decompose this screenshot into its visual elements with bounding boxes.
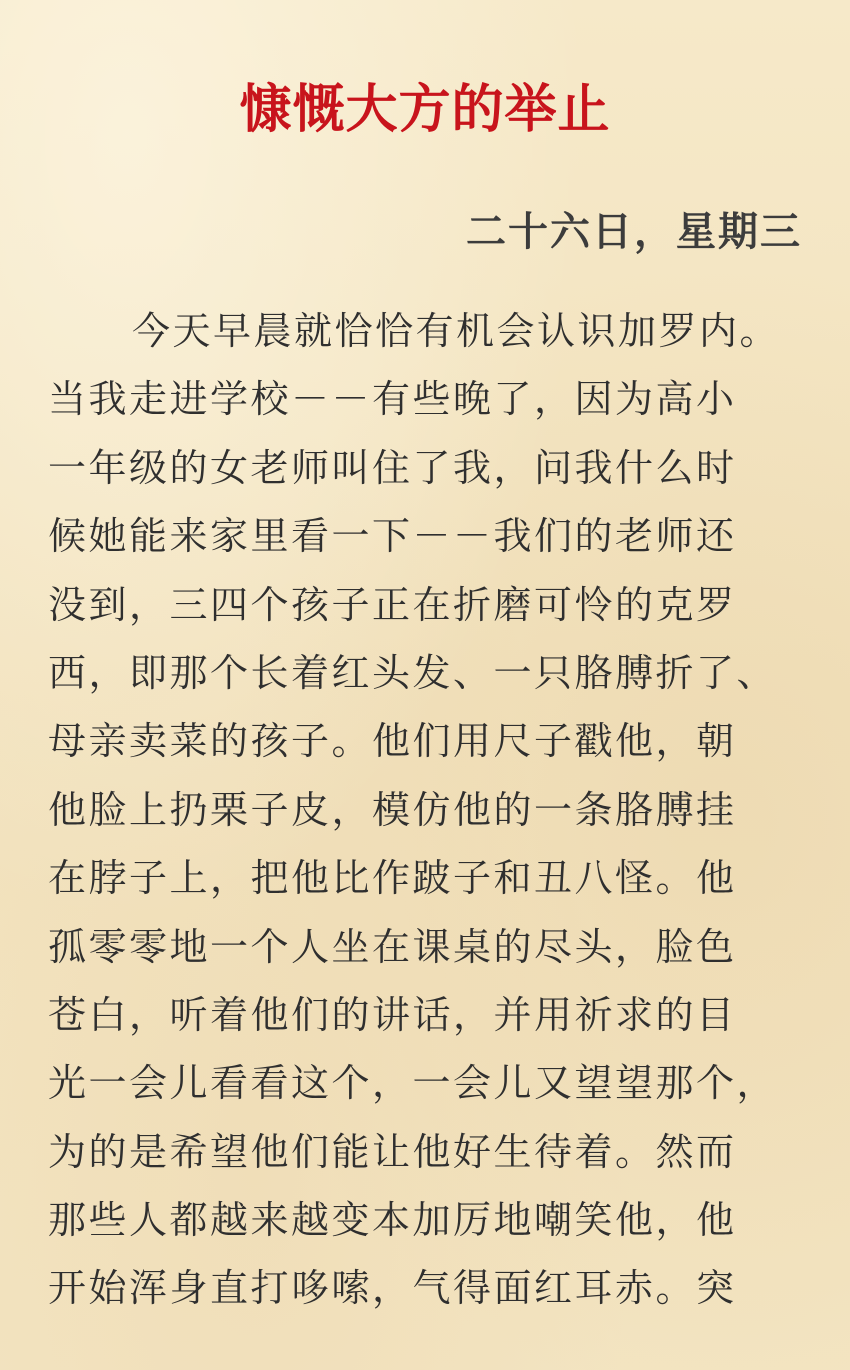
text-line: 候她能来家里看一下－－我们的老师还 <box>48 514 737 559</box>
text-line: 那些人都越来越变本加厉地嘲笑他，他 <box>48 1198 737 1243</box>
text-line: 为的是希望他们能让他好生待着。然而 <box>48 1129 737 1174</box>
text-line: 孤零零地一个人坐在课桌的尽头，脸色 <box>48 924 737 969</box>
text-line: 一年级的女老师叫住了我，问我什么时 <box>48 445 737 490</box>
text-line: 当我走进学校－－有些晚了，因为高小 <box>48 377 737 422</box>
body-paragraph <box>48 297 808 1323</box>
text-line: 光一会儿看看这个，一会儿又望望那个， <box>48 1061 778 1106</box>
text-line: 苍白，听着他们的讲话，并用祈求的目 <box>48 992 737 1037</box>
text-line: 今天早晨就恰恰有机会认识加罗内。 <box>132 309 781 353</box>
text-line: 没到，三四个孩子正在折磨可怜的克罗 <box>48 582 737 627</box>
chapter-title: 慷慨大方的举止 <box>239 80 611 140</box>
entry-date: 二十六日，星期三 <box>466 209 802 255</box>
text-line: 母亲卖菜的孩子。他们用尺子戳他，朝 <box>48 719 737 764</box>
text-line: 西，即那个长着红头发、一只胳膊折了、 <box>48 650 778 695</box>
text-line: 他脸上扔栗子皮，模仿他的一条胳膊挂 <box>48 787 737 832</box>
text-line: 开始浑身直打哆嗦，气得面红耳赤。突 <box>48 1266 737 1311</box>
text-line: 在脖子上，把他比作跛子和丑八怪。他 <box>48 856 737 901</box>
